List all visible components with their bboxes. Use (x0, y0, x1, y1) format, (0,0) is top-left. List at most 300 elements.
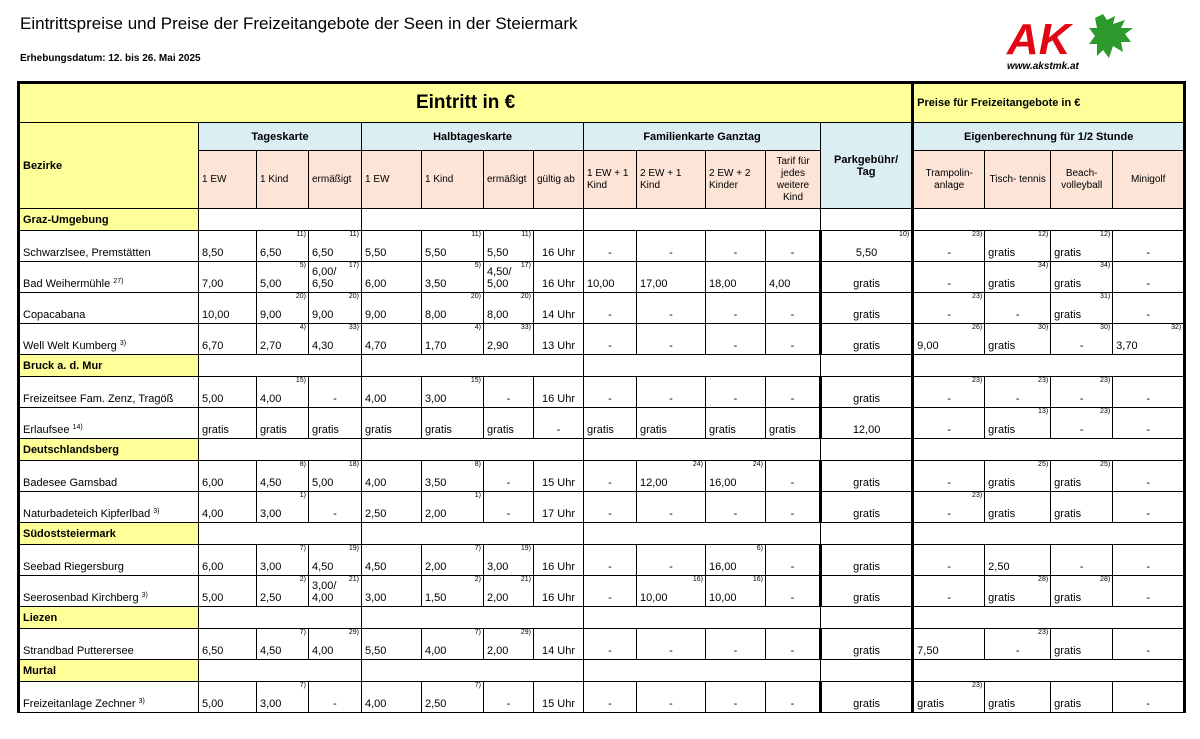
footnote-marker: 34) (1100, 262, 1111, 269)
price-cell (637, 262, 706, 293)
table-row (19, 461, 1185, 492)
price-cell (362, 629, 422, 660)
group-spacer (362, 523, 584, 545)
price-cell (257, 377, 309, 408)
price-value: gratis (988, 247, 1016, 259)
footnote-marker: 16) (692, 576, 703, 583)
table-row (19, 231, 1185, 262)
footnote-marker: 25) (1100, 461, 1111, 468)
price-value: gratis (425, 424, 452, 436)
price-cell (637, 576, 706, 607)
price-value: gratis (853, 340, 881, 352)
lake-name: Badesee Gamsbad (23, 477, 118, 489)
footnote-marker: 5) (299, 262, 306, 269)
price-value: gratis (988, 698, 1016, 710)
price-cell (1113, 545, 1185, 576)
price-value: 4,50 (260, 645, 282, 657)
group-spacer (584, 439, 821, 461)
price-value: gratis (640, 424, 667, 436)
group-label: Südoststeiermark (19, 523, 199, 545)
price-cell (257, 408, 309, 439)
price-value: 9,00 (260, 309, 282, 321)
lake-name-cell (19, 492, 199, 523)
price-value: 3,00 (260, 508, 282, 520)
price-cell (534, 629, 584, 660)
price-value: 6,00 (202, 561, 224, 573)
price-cell (534, 324, 584, 355)
footnote-marker: 23) (1100, 377, 1111, 384)
table-row (19, 545, 1185, 576)
group-spacer (362, 607, 584, 629)
price-cell (913, 461, 985, 492)
price-value: - (608, 340, 612, 352)
lake-footnote: 3) (153, 508, 160, 515)
price-cell (257, 461, 309, 492)
price-value: - (608, 592, 612, 604)
price-value: 5,50 (365, 247, 387, 259)
price-cell (766, 629, 821, 660)
price-table (17, 81, 1186, 713)
price-cell (821, 293, 913, 324)
price-value: gratis (988, 278, 1016, 290)
price-value: 17 Uhr (541, 508, 576, 520)
lake-footnote: 3) (138, 698, 145, 705)
price-value: 3,50 (425, 278, 447, 290)
group-row (19, 355, 1185, 377)
group-spacer (821, 523, 913, 545)
footnote-marker: 31) (1100, 293, 1111, 300)
price-value: - (1079, 561, 1084, 573)
price-value: 5,00 (202, 698, 224, 710)
lake-name: Strandbad Putterersee (23, 645, 134, 657)
group-spacer (584, 209, 821, 231)
price-value: 2,50 (365, 508, 387, 520)
lake-name-cell (19, 324, 199, 355)
price-value: - (947, 278, 951, 290)
price-cell (821, 461, 913, 492)
price-value: gratis (1054, 508, 1082, 520)
price-cell (309, 576, 362, 607)
price-value: - (608, 508, 612, 520)
price-cell (821, 408, 913, 439)
price-value: gratis (1054, 698, 1082, 710)
footnote-marker: 7) (299, 545, 306, 552)
price-value: 15 Uhr (541, 698, 576, 710)
price-cell (913, 377, 985, 408)
col-day-kind: 1 Kind (257, 151, 309, 209)
price-cell (766, 545, 821, 576)
price-value: - (1146, 309, 1151, 321)
day-ticket-header: Tageskarte (199, 123, 362, 151)
lake-name: Bad Weihermühle (23, 278, 111, 290)
price-value: 5,00 (312, 477, 334, 489)
footnote-marker: 20) (520, 293, 531, 300)
group-spacer (584, 607, 821, 629)
price-value: - (1146, 561, 1151, 573)
price-value: gratis (853, 592, 881, 604)
group-spacer (199, 523, 362, 545)
price-value: 4,30 (312, 340, 334, 352)
price-cell (199, 262, 257, 293)
price-value: - (1146, 645, 1151, 657)
price-cell (706, 324, 766, 355)
lake-name-cell (19, 682, 199, 713)
footnote-marker: 28) (1038, 576, 1049, 583)
price-value: - (733, 508, 738, 520)
price-cell (484, 576, 534, 607)
price-value: - (790, 247, 795, 259)
table-row (19, 262, 1185, 293)
price-value: - (790, 645, 795, 657)
price-cell (706, 461, 766, 492)
footnote-marker: 6) (756, 545, 763, 552)
footnote-marker: 29) (348, 629, 359, 636)
price-value: 16 Uhr (541, 247, 576, 259)
price-value: - (733, 309, 738, 321)
price-cell (821, 262, 913, 293)
footnote-marker: 7) (474, 629, 481, 636)
price-cell (706, 576, 766, 607)
price-value: 4,00 (365, 477, 387, 489)
price-value: 3,00 (365, 592, 387, 604)
price-value: 3,00 (425, 393, 447, 405)
price-value: 16,00 (709, 477, 737, 489)
price-value: - (333, 698, 337, 710)
price-value: gratis (1054, 645, 1082, 657)
price-value: 4,50 (260, 477, 282, 489)
price-value: - (947, 424, 951, 436)
lake-name: Well Welt Kumberg (23, 340, 117, 352)
price-value: gratis (853, 278, 881, 290)
price-cell (484, 324, 534, 355)
price-value: - (790, 698, 795, 710)
price-cell (584, 629, 637, 660)
footnote-marker: 4) (474, 324, 481, 331)
price-value: 5,00 (260, 278, 282, 290)
price-value: gratis (1054, 592, 1082, 604)
price-cell (1113, 576, 1185, 607)
col-half-ew: 1 EW (362, 151, 422, 209)
price-value: gratis (988, 592, 1016, 604)
price-cell (821, 231, 913, 262)
price-cell (257, 629, 309, 660)
price-cell (706, 492, 766, 523)
price-cell (766, 262, 821, 293)
price-cell (422, 408, 484, 439)
price-cell (199, 324, 257, 355)
price-cell (422, 682, 484, 713)
price-value: 8,00 (487, 309, 509, 321)
price-value: - (608, 561, 612, 573)
price-value: gratis (853, 508, 881, 520)
group-spacer (362, 355, 584, 377)
price-value: - (733, 645, 738, 657)
panther-icon (1089, 14, 1133, 58)
price-cell (309, 461, 362, 492)
lake-name-cell (19, 377, 199, 408)
col-fam-2ew-1kind: 2 EW + 1 Kind (637, 151, 706, 209)
footnote-marker: 33) (348, 324, 359, 331)
price-cell (637, 377, 706, 408)
price-cell (913, 545, 985, 576)
price-value: - (1146, 393, 1151, 405)
price-value: - (1146, 508, 1151, 520)
price-cell (484, 461, 534, 492)
price-value: - (1015, 393, 1020, 405)
price-cell (913, 324, 985, 355)
price-cell (309, 545, 362, 576)
group-label: Bruck a. d. Mur (19, 355, 199, 377)
header-row-entry (19, 83, 1185, 123)
price-cell (199, 408, 257, 439)
price-value: 6,50 (260, 247, 282, 259)
price-cell (199, 293, 257, 324)
price-value: - (608, 645, 612, 657)
price-cell (637, 293, 706, 324)
price-cell (199, 682, 257, 713)
price-cell (985, 262, 1051, 293)
price-cell (985, 682, 1051, 713)
price-value: 6,00 (202, 477, 224, 489)
lake-name-cell (19, 461, 199, 492)
footnote-marker: 32) (1171, 324, 1182, 331)
price-value: gratis (988, 477, 1016, 489)
group-label: Liezen (19, 607, 199, 629)
price-cell (637, 461, 706, 492)
price-value: 1,70 (425, 340, 447, 352)
footnote-marker: 20) (295, 293, 306, 300)
price-value: - (947, 508, 951, 520)
price-value: - (669, 698, 673, 710)
price-value: 3,70 (1116, 340, 1138, 352)
group-spacer (821, 607, 913, 629)
footnote-marker: 11) (521, 231, 531, 238)
price-value: 2,70 (260, 340, 282, 352)
price-value: gratis (312, 424, 339, 436)
price-cell (1113, 492, 1185, 523)
price-value: 6,00/ 6,50 (312, 266, 337, 290)
price-cell (1113, 629, 1185, 660)
group-spacer (199, 439, 362, 461)
price-cell (766, 231, 821, 262)
price-cell (309, 262, 362, 293)
group-row (19, 523, 1185, 545)
table-row (19, 377, 1185, 408)
price-cell (534, 461, 584, 492)
col-day-ew: 1 EW (199, 151, 257, 209)
price-value: - (790, 393, 795, 405)
price-cell (584, 324, 637, 355)
price-cell (1113, 231, 1185, 262)
price-value: 10,00 (587, 278, 615, 290)
price-cell (985, 492, 1051, 523)
group-spacer (199, 607, 362, 629)
price-cell (584, 293, 637, 324)
price-value: gratis (260, 424, 287, 436)
lake-name-cell (19, 629, 199, 660)
price-value: 14 Uhr (541, 645, 576, 657)
price-value: 4,00 (312, 645, 334, 657)
price-cell (362, 324, 422, 355)
price-cell (985, 576, 1051, 607)
col-fam-extra-kind: Tarif für jedes weitere Kind (766, 151, 821, 209)
price-value: - (556, 424, 561, 436)
price-value: - (1146, 278, 1151, 290)
price-value: 5,00 (202, 393, 224, 405)
price-cell (766, 576, 821, 607)
price-cell (913, 492, 985, 523)
table-row (19, 408, 1185, 439)
footnote-marker: 7) (299, 629, 306, 636)
table-row (19, 324, 1185, 355)
group-spacer (821, 209, 913, 231)
price-cell (484, 545, 534, 576)
price-value: 9,00 (312, 309, 334, 321)
price-value: - (733, 393, 738, 405)
price-value: 15 Uhr (541, 477, 576, 489)
price-cell (584, 262, 637, 293)
price-cell (913, 629, 985, 660)
price-value: - (790, 592, 795, 604)
price-value: - (1079, 340, 1084, 352)
group-row (19, 660, 1185, 682)
price-cell (821, 682, 913, 713)
price-value: 5,50 (425, 247, 447, 259)
price-cell (484, 408, 534, 439)
price-value: - (947, 247, 951, 259)
price-cell (534, 377, 584, 408)
price-value: 8,00 (425, 309, 447, 321)
group-spacer (199, 355, 362, 377)
lake-name-cell (19, 545, 199, 576)
price-cell (362, 576, 422, 607)
col-half-ermaessigt: ermäßigt (484, 151, 534, 209)
price-value: 4,00 (202, 508, 224, 520)
price-cell (257, 492, 309, 523)
price-cell (821, 377, 913, 408)
districts-header: Bezirke (19, 123, 199, 209)
footnote-marker: 28) (1100, 576, 1111, 583)
price-value: 7,00 (202, 278, 224, 290)
price-cell (821, 545, 913, 576)
price-value: - (1015, 309, 1020, 321)
price-cell (1051, 492, 1113, 523)
price-value: - (333, 508, 337, 520)
price-cell (534, 262, 584, 293)
price-value: 9,00 (917, 340, 939, 352)
price-cell (706, 293, 766, 324)
price-cell (706, 262, 766, 293)
footnote-marker: 23) (972, 231, 983, 238)
price-value: - (947, 561, 951, 573)
col-fam-1ew-1kind: 1 EW + 1 Kind (584, 151, 637, 209)
ak-logo-graphic (1003, 14, 1138, 62)
price-value: 6,70 (202, 340, 224, 352)
footnote-marker: 33) (520, 324, 531, 331)
price-cell (1051, 231, 1113, 262)
price-value: gratis (853, 645, 881, 657)
price-cell (362, 408, 422, 439)
price-value: - (947, 477, 951, 489)
price-value: 16 Uhr (541, 393, 576, 405)
price-value: - (506, 508, 511, 520)
price-value: gratis (853, 698, 881, 710)
price-cell (534, 682, 584, 713)
lake-footnote: 14) (72, 424, 83, 431)
footnote-marker: 2) (474, 576, 481, 583)
group-spacer (821, 439, 913, 461)
price-cell (534, 408, 584, 439)
footnote-marker: 8) (299, 461, 306, 468)
price-value: - (669, 247, 673, 259)
price-value: gratis (917, 698, 945, 710)
footnote-marker: 5) (474, 262, 481, 269)
price-cell (637, 629, 706, 660)
price-cell (484, 293, 534, 324)
price-cell (309, 629, 362, 660)
price-cell (1051, 576, 1113, 607)
price-value: 9,00 (365, 309, 387, 321)
price-cell (766, 324, 821, 355)
footnote-marker: 10) (899, 231, 910, 238)
price-cell (985, 324, 1051, 355)
half-day-ticket-header: Halbtageskarte (362, 123, 584, 151)
price-cell (766, 377, 821, 408)
price-value: 4,00 (425, 645, 447, 657)
group-row (19, 607, 1185, 629)
price-value: gratis (988, 508, 1016, 520)
col-trampolin: Trampolin- anlage (913, 151, 985, 209)
price-cell (199, 576, 257, 607)
price-cell (257, 231, 309, 262)
group-spacer (584, 523, 821, 545)
footnote-marker: 23) (972, 682, 983, 689)
group-spacer (362, 439, 584, 461)
footnote-marker: 2) (299, 576, 306, 583)
price-value: 2,50 (425, 698, 447, 710)
price-cell (422, 461, 484, 492)
price-cell (1051, 324, 1113, 355)
group-row (19, 209, 1185, 231)
footnote-marker: 8) (474, 461, 481, 468)
price-value: 2,00 (425, 508, 447, 520)
price-cell (422, 492, 484, 523)
price-value: - (1079, 393, 1084, 405)
price-value: - (506, 477, 511, 489)
price-value: 7,50 (917, 645, 939, 657)
footnote-marker: 24) (752, 461, 763, 468)
price-cell (309, 408, 362, 439)
price-value: - (608, 247, 612, 259)
leisure-header: Preise für Freizeitangebote in € (913, 83, 1185, 123)
price-cell (913, 682, 985, 713)
price-value: 16 Uhr (541, 278, 576, 290)
price-value: - (608, 477, 612, 489)
price-cell (484, 629, 534, 660)
price-value: - (790, 309, 795, 321)
price-value: 4,00 (769, 278, 791, 290)
col-fam-2ew-2kinder: 2 EW + 2 Kinder (706, 151, 766, 209)
price-cell (985, 545, 1051, 576)
price-value: - (790, 561, 795, 573)
price-cell (309, 682, 362, 713)
price-value: - (733, 340, 738, 352)
price-value: gratis (853, 393, 881, 405)
price-cell (637, 324, 706, 355)
footnote-marker: 12) (1038, 231, 1049, 238)
price-cell (584, 576, 637, 607)
price-value: 4,70 (365, 340, 387, 352)
